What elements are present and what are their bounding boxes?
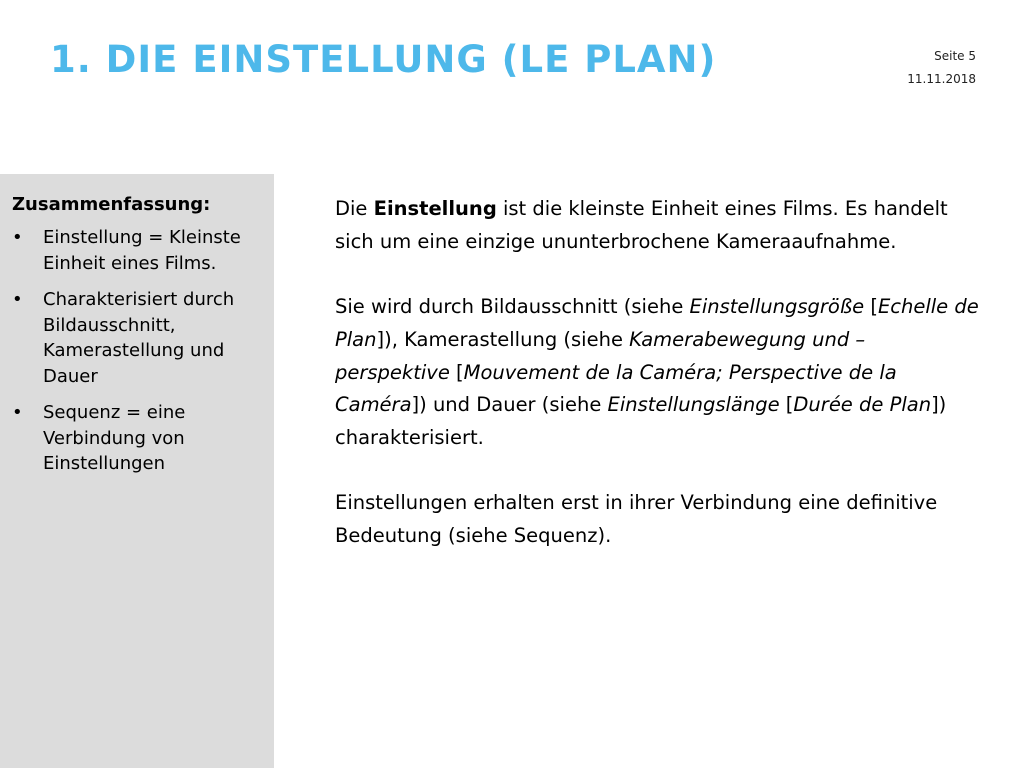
summary-item xyxy=(12,225,262,276)
main-content xyxy=(335,193,985,585)
paragraph-meaning: Einstellungen erhalten erst in ihrer Verbindung eine definitive Bedeutung (siehe Sequenz). xyxy=(335,491,938,547)
term-kamerabewegung: Kamerabewegung und – perspektive xyxy=(335,327,866,384)
text-run: ]) und Dauer (siehe xyxy=(411,393,608,417)
slide-title: 1. DIE EINSTELLUNG (LE PLAN) xyxy=(50,38,717,81)
summary-item xyxy=(12,400,262,477)
slide-date: 11.11.2018 xyxy=(907,72,976,86)
term-einstellungsgroesse: Einstellungsgröße xyxy=(689,295,865,319)
text-run: [ xyxy=(779,393,794,417)
bullet-icon: • xyxy=(12,402,23,423)
bullet-icon: • xyxy=(12,227,23,248)
text-run: [ xyxy=(864,295,878,319)
text-run: Die xyxy=(335,197,374,220)
summary-item-label: Charakterisiert durch Bildausschnitt, Kamerastellung und Dauer xyxy=(43,289,235,387)
term-einstellungslaenge: Einstellungslänge xyxy=(607,393,780,417)
summary-heading: Zusammenfassung: xyxy=(12,194,211,215)
paragraph-characteristics xyxy=(335,291,985,455)
bullet-icon: • xyxy=(12,289,23,310)
text-run: ist die kleinste Einheit eines Films. Es handelt sich um eine einzige ununterbrochene Kameraaufnahme. xyxy=(335,197,948,253)
summary-item-label: Einstellung = Kleinste Einheit eines Films. xyxy=(43,227,241,274)
text-run: ]), Kamerastellung (siehe xyxy=(376,327,630,351)
term-duree-de-plan: Durée de Plan xyxy=(793,393,932,417)
text-run: Sie wird durch Bildausschnitt (siehe xyxy=(335,295,690,319)
term-einstellung: Einstellung xyxy=(373,197,497,220)
summary-list xyxy=(12,225,262,477)
summary-item xyxy=(12,287,262,389)
paragraph-definition xyxy=(335,193,985,258)
term-echelle-de-plan: Echelle de Plan xyxy=(335,295,979,351)
text-run: [ xyxy=(449,360,464,384)
term-mouvement-camera: Mouvement de la Caméra; Perspective de la Caméra xyxy=(335,360,897,417)
text-run: ]) charakterisiert. xyxy=(335,393,947,449)
summary-item-label: Sequenz = eine Verbindung von Einstellungen xyxy=(43,402,186,474)
summary-sidebar xyxy=(0,174,274,768)
page-number: Seite 5 xyxy=(934,49,976,63)
